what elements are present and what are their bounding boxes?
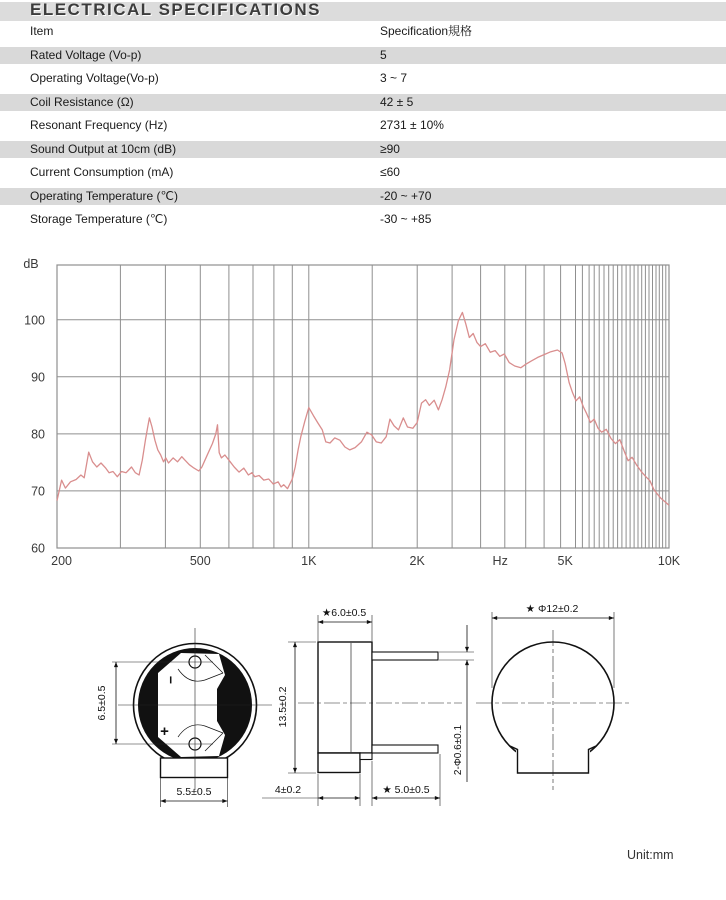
side-view-drawing (262, 607, 474, 806)
table-header-row (0, 23, 726, 41)
spec-cell: 3 ~ 7 (380, 71, 408, 85)
page-title: ELECTRICAL SPECIFICATIONS (30, 0, 321, 19)
dim-hole-pitch-label: 6.5±0.5 (96, 685, 108, 721)
item-cell: Sound Output at 10cm (dB) (30, 141, 177, 156)
response-curve (57, 312, 669, 505)
pin-top (372, 652, 438, 660)
item-cell: Storage Temperature (℃) (30, 212, 168, 226)
table-row (0, 70, 726, 88)
spec-cell: 42 ± 5 (380, 94, 414, 109)
frequency-response-chart (0, 248, 726, 583)
buzzer-seat (318, 753, 360, 773)
mechanical-drawings (0, 585, 726, 900)
table-row (0, 211, 726, 229)
front-view-drawing (476, 603, 632, 790)
table-row (0, 164, 726, 182)
spec-cell: -20 ~ +70 (380, 188, 432, 203)
table-row (0, 117, 726, 135)
polarity-plus-mark: + (160, 723, 169, 740)
spec-cell: 5 (380, 47, 387, 62)
unit-note: Unit:mm (627, 848, 674, 862)
dim-body-width-label: ★6.0±0.5 (321, 607, 367, 619)
y-axis-unit-label: dB (23, 257, 39, 271)
dim-base-label: 4±0.2 (274, 784, 302, 796)
item-cell: Resonant Frequency (Hz) (30, 118, 168, 132)
item-cell: Coil Resistance (Ω) (30, 94, 134, 109)
item-cell: Rated Voltage (Vo-p) (30, 47, 142, 62)
dim-pin-diameter-label: 2-Φ0.6±0.1 (453, 724, 464, 776)
table-row (0, 94, 726, 112)
column-header-spec: Specification規格 (380, 24, 473, 38)
spec-cell: ≤60 (380, 165, 400, 179)
x-tick-label: 10K (657, 554, 681, 568)
y-tick-label: 60 (31, 541, 45, 556)
dim-pin-length-label: ★ 5.0±0.5 (382, 784, 430, 796)
item-cell: Operating Voltage(Vo-p) (30, 71, 159, 85)
column-header-item: Item (30, 24, 54, 38)
y-tick-label: 80 (31, 427, 45, 442)
dim-base-width-label: 5.5±0.5 (176, 786, 212, 798)
item-cell: Operating Temperature (℃) (30, 188, 178, 203)
dim-body-height-label: 13.5±0.2 (277, 686, 289, 728)
buzzer-body (318, 642, 372, 753)
spec-cell: 2731 ± 10% (380, 118, 444, 132)
spec-table (0, 23, 726, 235)
spec-cell: ≥90 (380, 141, 400, 156)
y-tick-label: 100 (24, 313, 45, 328)
spec-cell: -30 ~ +85 (380, 212, 432, 226)
dim-diameter-label: ★ Φ12±0.2 (525, 603, 579, 615)
x-tick-label: 5K (557, 554, 573, 568)
table-row (0, 141, 726, 159)
x-tick-label: 500 (189, 554, 211, 568)
table-row (0, 188, 726, 206)
polarity-minus-mark: − (163, 675, 179, 685)
chart-canvas (0, 248, 726, 583)
y-tick-label: 70 (31, 484, 45, 499)
x-tick-label: 1K (301, 554, 317, 568)
item-cell: Current Consumption (mA) (30, 165, 174, 179)
pin-bottom (372, 745, 438, 753)
base-tab (161, 758, 228, 778)
bottom-view-drawing (96, 628, 272, 807)
y-tick-label: 90 (31, 370, 45, 385)
x-tick-label: 2K (409, 554, 425, 568)
table-row (0, 47, 726, 65)
x-tick-label: 200 (51, 554, 73, 568)
x-tick-label: Hz (492, 554, 508, 568)
